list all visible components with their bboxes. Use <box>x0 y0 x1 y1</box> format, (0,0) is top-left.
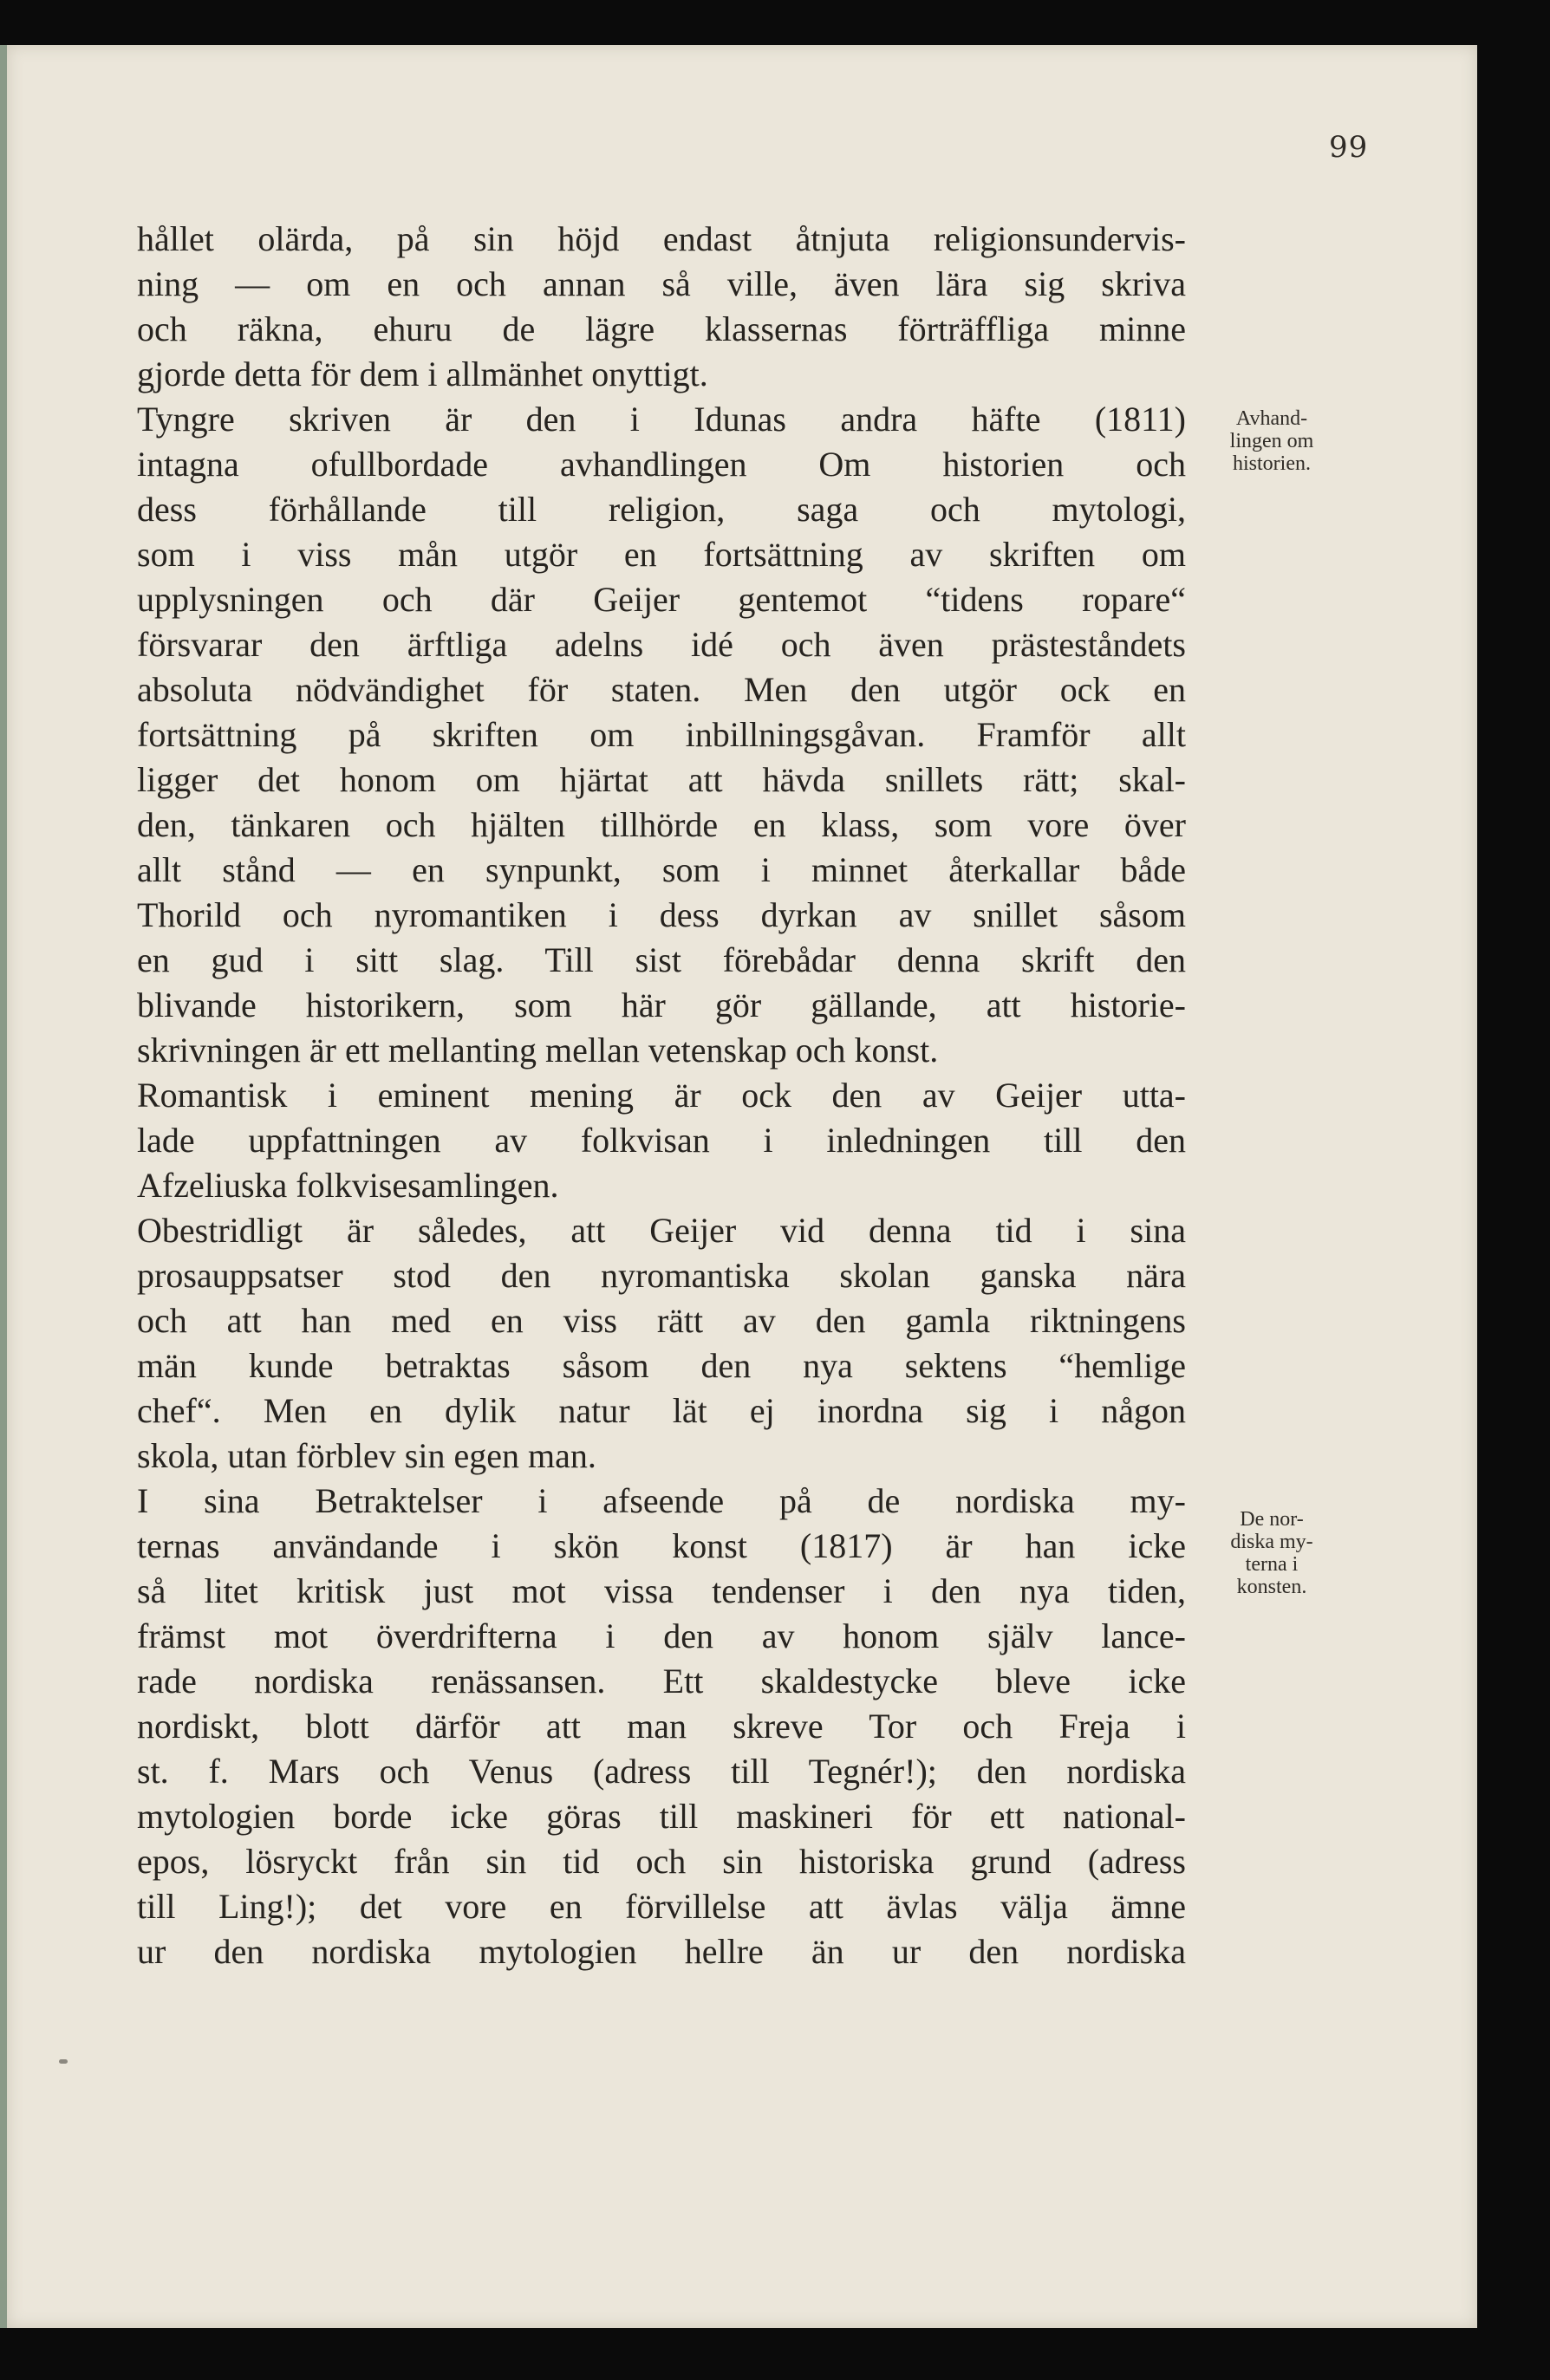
text-line: dess förhållande till religion, saga och mytologi, <box>137 490 1186 529</box>
text-line: till Ling!); det vore en förvillelse att ävlas välja ämne <box>137 1887 1186 1926</box>
text-line: intagna ofullbordade avhandlingen Om historien och <box>137 445 1186 484</box>
page-number: 99 <box>1329 130 1369 165</box>
margin-note-line: De nor- <box>1240 1508 1304 1531</box>
text-line: ur den nordiska mytologien hellre än ur den nordiska <box>137 1932 1186 1971</box>
margin-note-line: historien. <box>1233 452 1311 475</box>
text-line: skola, utan förblev sin egen man. <box>137 1436 596 1475</box>
text-line: ligger det honom om hjärtat att hävda snillets rätt; skal- <box>137 760 1186 799</box>
text-line: lade uppfattningen av folkvisan i inledningen till den <box>137 1121 1186 1160</box>
margin-note-line: konsten. <box>1236 1576 1307 1598</box>
margin-note-avhandlingen <box>1195 407 1349 475</box>
text-line: ternas användande i skön konst (1817) är han icke <box>137 1526 1186 1565</box>
text-line: Thorild och nyromantiken i dess dyrkan av snillet såsom <box>137 895 1186 934</box>
margin-note-nordiska-myterna <box>1195 1508 1349 1598</box>
text-line: en gud i sitt slag. Till sist förebådar denna skrift den <box>137 940 1186 979</box>
ink-blot <box>59 2059 68 2064</box>
text-line: främst mot överdrifterna i den av honom själv lance- <box>137 1616 1186 1655</box>
text-line: så litet kritisk just mot vissa tendenser i den nya tiden, <box>137 1571 1186 1610</box>
text-line: allt stånd — en synpunkt, som i minnet återkallar både <box>137 850 1186 889</box>
text-line: Afzeliuska folkvisesamlingen. <box>137 1166 559 1205</box>
text-line: försvarar den ärftliga adelns idé och även prästeståndets <box>137 625 1186 664</box>
text-line: den, tänkaren och hjälten tillhörde en klass, som vore över <box>137 805 1186 844</box>
text-line: rade nordiska renässansen. Ett skaldestycke bleve icke <box>137 1661 1186 1700</box>
margin-note-line: Avhand- <box>1235 407 1308 430</box>
text-line: prosauppsatser stod den nyromantiska skolan ganska nära <box>137 1256 1186 1295</box>
text-line: gjorde detta för dem i allmänhet onyttigt. <box>137 354 708 393</box>
text-line: mytologien borde icke göras till maskineri för ett national- <box>137 1797 1186 1836</box>
body-text <box>137 217 1186 1974</box>
text-line: hållet olärda, på sin höjd endast åtnjuta religionsundervis- <box>137 219 1186 258</box>
text-line: Obestridligt är således, att Geijer vid denna tid i sina <box>137 1211 1186 1250</box>
margin-note-line: terna i <box>1245 1553 1299 1576</box>
text-line: blivande historikern, som här gör gällande, att historie- <box>137 985 1186 1024</box>
text-line: Romantisk i eminent mening är ock den av Geijer utta- <box>137 1076 1186 1115</box>
text-line: som i viss mån utgör en fortsättning av skriften om <box>137 535 1186 574</box>
margin-note-line: diska my- <box>1230 1531 1313 1553</box>
text-line: st. f. Mars och Venus (adress till Tegnér!); den nordiska <box>137 1752 1186 1791</box>
text-line: upplysningen och där Geijer gentemot “tidens ropare“ <box>137 580 1186 619</box>
text-line: I sina Betraktelser i afseende på de nordiska my- <box>137 1481 1186 1520</box>
text-line: chef“. Men en dylik natur lät ej inordna sig i någon <box>137 1391 1186 1430</box>
text-line: nordiskt, blott därför att man skreve Tor och Freja i <box>137 1707 1186 1746</box>
text-line: och räkna, ehuru de lägre klassernas förträffliga minne <box>137 309 1186 348</box>
text-line: skrivningen är ett mellanting mellan vetenskap och konst. <box>137 1031 939 1070</box>
text-line: och att han med en viss rätt av den gamla riktningens <box>137 1301 1186 1340</box>
text-line: fortsättning på skriften om inbillningsgåvan. Framför allt <box>137 715 1186 754</box>
margin-note-line: lingen om <box>1229 430 1314 452</box>
text-line: absoluta nödvändighet för staten. Men den utgör ock en <box>137 670 1186 709</box>
text-line: ning — om en och annan så ville, även lära sig skriva <box>137 264 1186 303</box>
text-line: epos, lösryckt från sin tid och sin historiska grund (adress <box>137 1842 1186 1881</box>
text-line: män kunde betraktas såsom den nya sektens “hemlige <box>137 1346 1186 1385</box>
text-line: Tyngre skriven är den i Idunas andra häfte (1811) <box>137 400 1186 439</box>
